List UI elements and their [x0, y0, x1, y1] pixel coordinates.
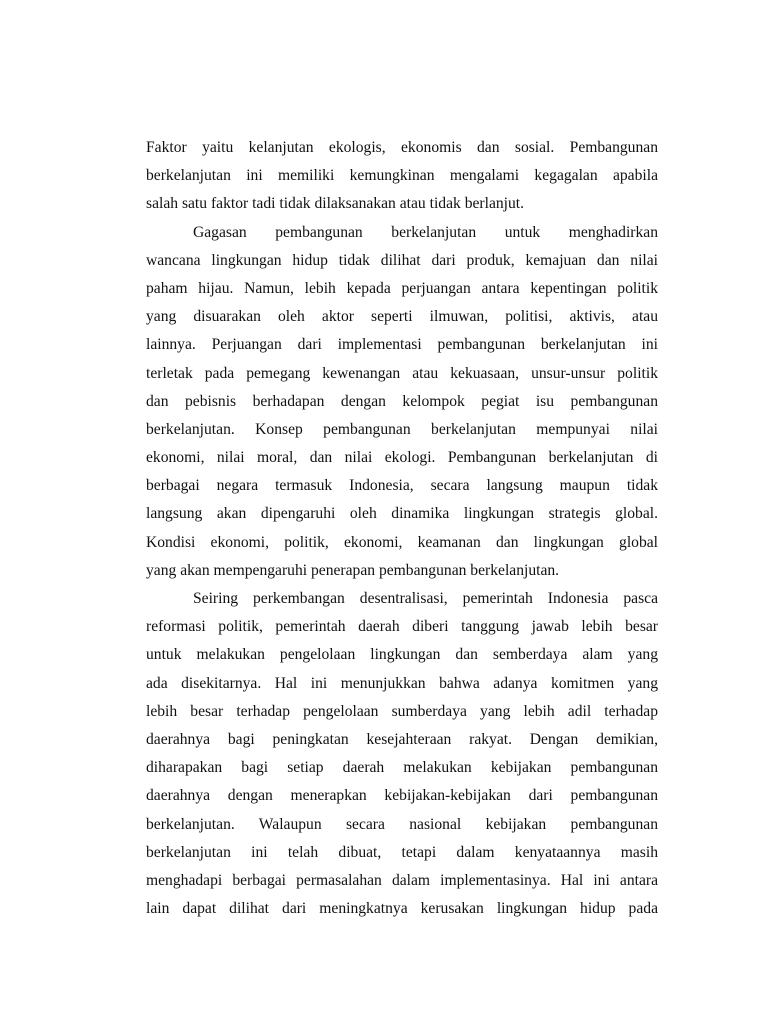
text-line: untuk melakukan pengelolaan lingkungan dan semberdaya alam yang [146, 646, 658, 664]
text-line: ada disekitarnya. Hal ini menunjukkan bahwa adanya komitmen yang [146, 674, 658, 692]
text-line: terletak pada pemegang kewenangan atau kekuasaan, unsur-unsur politik [146, 364, 658, 382]
text-line: ekonomi, nilai moral, dan nilai ekologi. Pembangunan berkelanjutan di [146, 449, 658, 467]
text-line: reformasi politik, pemerintah daerah diberi tanggung jawab lebih besar [146, 618, 658, 636]
text-line: daerahnya dengan menerapkan kebijakan-kebijakan dari pembangunan [146, 787, 658, 805]
text-line: paham hijau. Namun, lebih kepada perjuangan antara kepentingan politik [146, 279, 658, 297]
text-line: lainnya. Perjuangan dari implementasi pembangunan berkelanjutan ini [146, 336, 658, 354]
text-line: berkelanjutan ini memiliki kemungkinan mengalami kegagalan apabila [146, 167, 658, 185]
text-line: dan pebisnis berhadapan dengan kelompok pegiat isu pembangunan [146, 392, 658, 410]
text-line: lebih besar terhadap pengelolaan sumberdaya yang lebih adil terhadap [146, 702, 658, 720]
text-line: salah satu faktor tadi tidak dilaksanakan atau tidak berlanjut. [146, 195, 525, 213]
text-line: menghadapi berbagai permasalahan dalam implementasinya. Hal ini antara [146, 871, 658, 889]
text-line: Kondisi ekonomi, politik, ekonomi, keamanan dan lingkungan global [146, 533, 658, 551]
text-line: diharapakan bagi setiap daerah melakukan kebijakan pembangunan [146, 759, 658, 777]
text-line: langsung akan dipengaruhi oleh dinamika lingkungan strategis global. [146, 505, 658, 523]
text-line: berbagai negara termasuk Indonesia, secara langsung maupun tidak [146, 477, 658, 495]
text-line: Faktor yaitu kelanjutan ekologis, ekonomis dan sosial. Pembangunan [146, 139, 658, 156]
text-line: berkelanjutan ini telah dibuat, tetapi dalam kenyataannya masih [146, 843, 658, 861]
text-line: yang disuarakan oleh aktor seperti ilmuwan, politisi, aktivis, atau [146, 308, 658, 326]
text-line: daerahnya bagi peningkatan kesejahteraan rakyat. Dengan demikian, [146, 730, 658, 748]
text-line: yang akan mempengaruhi penerapan pembangunan berkelanjutan. [146, 561, 560, 579]
text-line: berkelanjutan. Walaupun secara nasional kebijakan pembangunan [146, 815, 658, 833]
body-text [146, 134, 658, 923]
text-line: Seiring perkembangan desentralisasi, pemerintah Indonesia pasca [193, 590, 658, 607]
text-line: berkelanjutan. Konsep pembangunan berkelanjutan mempunyai nilai [146, 420, 658, 438]
text-line: lain dapat dilihat dari meningkatnya kerusakan lingkungan hidup pada [146, 900, 658, 918]
text-line: wancana lingkungan hidup tidak dilihat dari produk, kemajuan dan nilai [146, 251, 658, 269]
text-line: Gagasan pembangunan berkelanjutan untuk menghadirkan [193, 223, 658, 241]
